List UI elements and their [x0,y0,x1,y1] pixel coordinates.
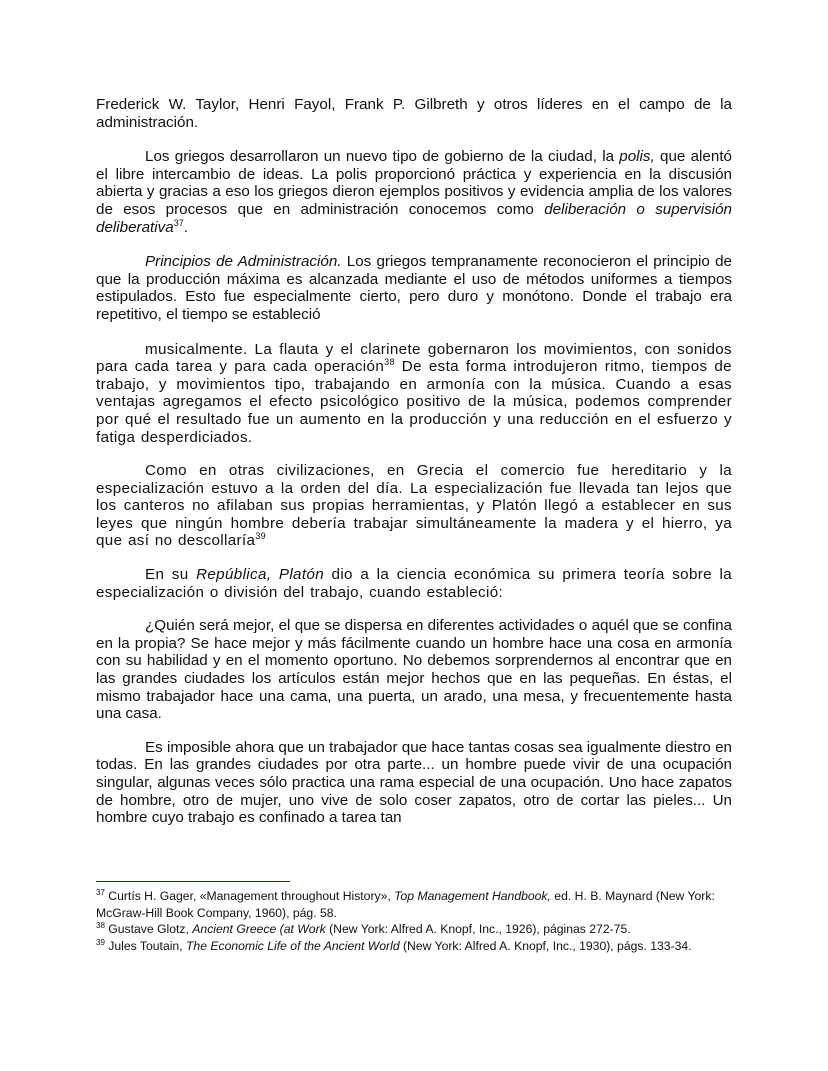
paragraph-2-text-c: que alentó el libre intercambio de ideas. La polis proporcionó práctica y experiencia en la discusión abierta y gracias a eso los griegos dieron ejemplos positivos y evidencia amplia de los valores de esos procesos que en administración conocemos como [96,148,732,218]
footnote-number: 38 [96,921,105,931]
republica-italic: República, Platón [196,566,325,584]
paragraph-6-text-a: En su [145,566,197,584]
quote-paragraph-1-text: ¿Quién será mejor, el que se dispersa en diferentes actividades o aquél que se confina en la propia? Se hace mejor y más fácilmente cuando un hombre hace una cosa en armonía con su habilidad y en el momento oportuno. No debemos sorprendernos al encontrar que en las grandes ciudades los artículos están mejor hechos que en las pequeñas. En éstas, el mismo trabajador hace una cama, una puerta, un arado, una mesa, y frecuentemente hasta una casa. [96,617,732,723]
footnote-text: Jules Toutain, [104,938,186,953]
footnote-ref-38[interactable]: 38 [384,357,395,368]
paragraph-2-text-a: Los griegos desarrollaron un nuevo tipo de gobierno de la ciudad, la [145,148,620,166]
quote-paragraph-1 [96,617,732,723]
body-text [96,96,732,827]
footnote-title: The Economic Life of the Ancient World [185,938,400,953]
footnotes [96,888,732,954]
paragraph-4 [96,341,732,447]
paragraph-4-text-b: De esta forma introdujeron ritmo, tiempos de trabajo, y movimientos tipo, trabajando en armonía con la música. Cuando a esas ventajas agregamos el efecto psicológico positivo de la música, podemos comprender por qué el resultado fue un aumento en la producción y una reducción en el esfuerzo y fatiga desperdiciados. [96,358,732,446]
footnote-ref-39[interactable]: 39 [255,531,267,542]
section-heading-italic: Principios de Administración. [145,253,342,271]
footnote-number: 37 [96,888,105,897]
polis-italic: polis, [619,148,655,166]
footnote-text: (New York: Alfred A. Knopf, Inc., 1930), págs. 133-34. [399,938,692,953]
footnote-text: Gustave Glotz, [104,922,193,937]
paragraph-4-text-a: musicalmente. La flauta y el clarinete gobernaron los movimientos, con sonidos para cada tarea y para cada operación [96,340,732,376]
paragraph-2 [96,148,732,236]
deliberation-italic: deliberación o supervisión deliberativa [96,200,733,236]
paragraph-6 [96,566,732,601]
paragraph-1 [96,96,732,131]
footnote-divider [96,881,290,882]
quote-paragraph-2 [96,739,732,827]
quote-paragraph-2-text: Es imposible ahora que un trabajador que hace tantas cosas sea igualmente diestro en todas. En las grandes ciudades por otra parte... un hombre puede vivir de una ocupación singular, algunas veces sólo practica una rama especial de una ocupación. Uno hace zapatos de hombre, otro de mujer, uno vive de solo coser zapatos, otro de cortar las pieles... Un hombre cuyo trabajo es confinado a tarea tan [96,738,732,827]
paragraph-5 [96,462,732,550]
footnote-38 [96,921,732,938]
paragraph-1-text: Frederick W. Taylor, Henri Fayol, Frank P. Gilbreth y otros líderes en el campo de la administración. [96,96,732,131]
paragraph-3-text: Los griegos tempranamente reconocieron el principio de que la producción máxima es alcanzada mediante el uso de métodos uniformes a tiempos estipulados. Esto fue especialmente cierto, pero duro y monótono. Donde el trabajo era repetitivo, el tiempo se estableció [96,253,732,323]
paragraph-5-text: Como en otras civilizaciones, en Grecia el comercio fue hereditario y la especialización estuvo a la orden del día. La especialización fue llevada tan lejos que los canteros no afilaban sus propias herramientas, y Platón llegó a establecer en sus leyes que ningún hombre debería trabajar simultáneamente la madera y el hierro, ya que así no descollaría [96,462,732,550]
footnote-title: Top Management Handbook, [394,889,551,903]
footnote-37 [96,888,732,921]
footnote-number: 39 [96,937,105,947]
footnote-text: ed. H. B. Maynard (New York: McGraw-Hill Book Company, 1960), pág. 58. [96,889,715,920]
footnote-ref-37[interactable]: 37 [173,217,184,228]
footnote-text: (New York: Alfred A. Knopf, Inc., 1926), páginas 272-75. [325,922,631,937]
paragraph-2-text-e: . [183,218,188,236]
paragraph-6-text-c: dio a la ciencia económica su primera teoría sobre la especialización o división del trabajo, cuando estableció: [96,566,733,601]
footnote-text: Curtís H. Gager, «Management throughout History», [104,889,395,903]
footnote-title: Ancient Greece (at Work [192,922,326,937]
paragraph-3 [96,253,732,323]
footnote-39 [96,938,732,955]
